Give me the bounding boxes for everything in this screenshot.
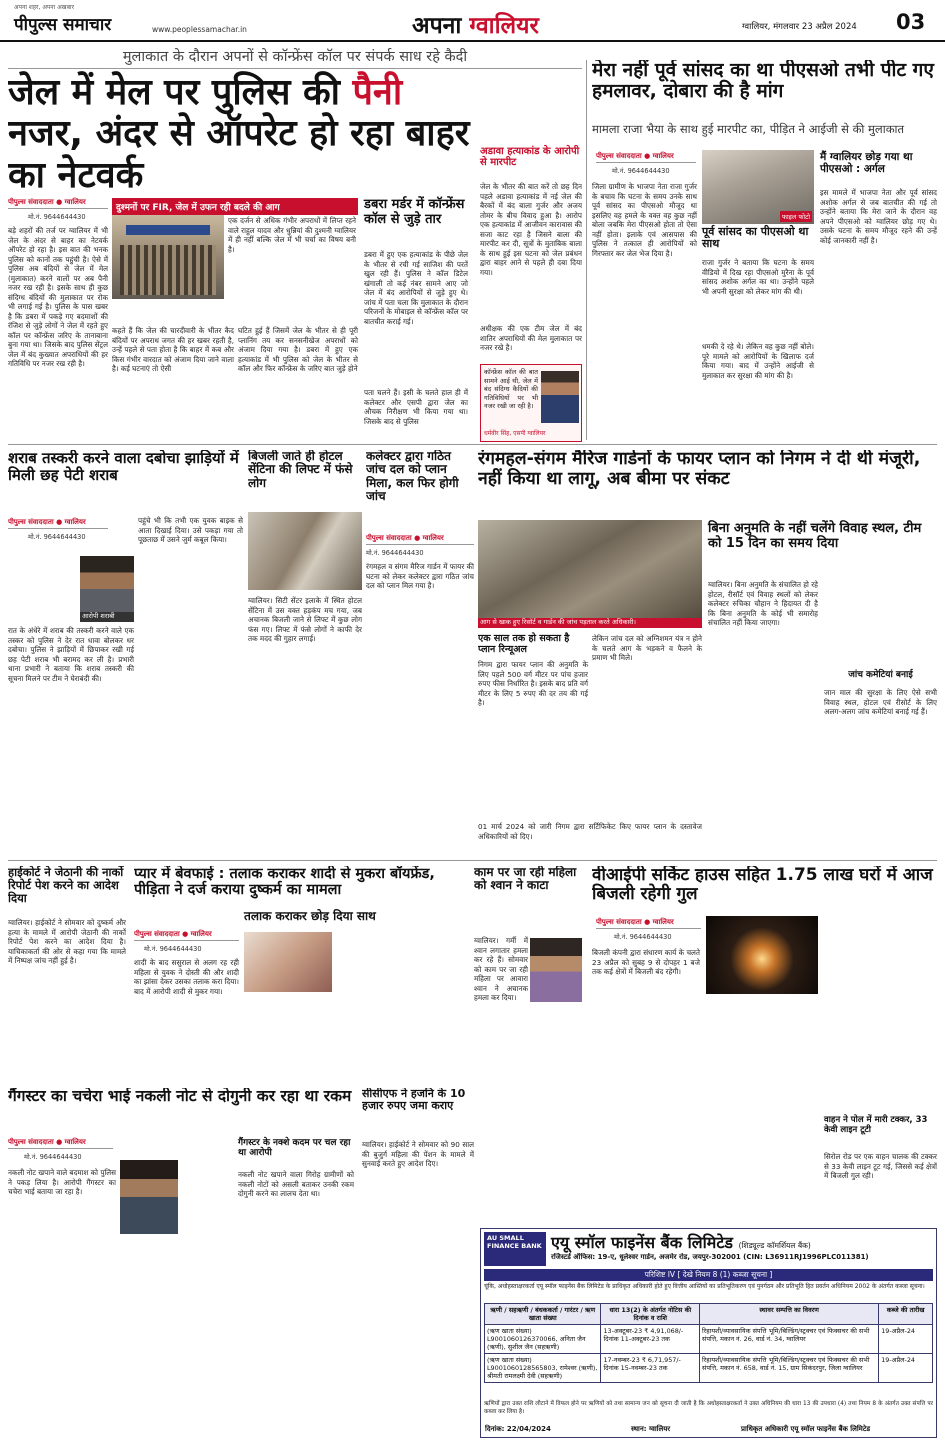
gangster-text: नकली नोट खपाने वाले बदमाश को पुलिस ने पकड़ लिया है। आरोपी गैंगस्टर का चचेरा भाई बताया जा रहा है। (8, 1168, 116, 1196)
lift-story (248, 450, 362, 858)
sp-portrait (541, 371, 579, 423)
lead-headline (8, 72, 474, 196)
au-place: स्थान: ग्वालियर (631, 1425, 671, 1433)
argal-box-text: इस मामले में भाजपा नेता और पूर्व सांसद अशोक अर्गल से जब बातचीत की गई तो उन्होंने बताया कि मेरा जाने के दौरान वह अपने पीएसओ को ग्वालियर छोड़ गए थे। उसके घटना के समय मौजूद रहने की उन्हें कोई जानकारी नहीं है। (820, 188, 937, 245)
probe-byline: पीपुल्स संवाददाता ● ग्वालियर (366, 534, 474, 545)
au-cell: 17-नवम्बर-23 ₹ 6,71,957/- दिनांक 15-नवम्बर-23 तक (601, 1354, 700, 1383)
teams-headline: जांच कमेटियां बनाई (848, 670, 913, 680)
au-cell: 19-अप्रैल-24 (879, 1354, 933, 1383)
ex-mp-text1: जिला ग्रामीण के भाजपा नेता राजा गुर्जर के बचाव कि घटना के समय उनके साथ पूर्व सांसद का पीएसओ मौजूद था इसलिए वह हमले के वक्त वह कुछ नहीं बोला जबकि मेरा पीएसओ होता तो ऐसा नहीं होता। इलाके एवं आसपास की पुलिस ने तत्काल ही आरोपियों को गिरफ्तार कर जेल भेज दिया है। (592, 182, 697, 258)
lead-headline-b: पैनी (352, 72, 403, 113)
au-cell: (ऋण खाता संख्या) L9001060128565803, रामेश्वर (ऋणी), श्रीमती रामलक्ष्मी देवी (सहऋणी) (485, 1354, 601, 1383)
au-office: रजिस्टर्ड ऑफिस: 19-ए, धूलेश्वर गार्डन, अजमेर रोड, जयपुर-302001 (CIN: L36911RJ1996PLC011381) (551, 1253, 869, 1261)
lead-col3: कहते हैं कि जेल की चारदीवारी के भीतर कैद बंदियों पर अपराध जगत की हर खबर रहती है, उन्हें पहले से पता होता है कि बाहर में कब और किस गंभीर वारदात को अंजाम दिया जाने वाला है। कई घटनाएं तो ऐसी (112, 326, 234, 373)
love-byline: पीपुल्स संवाददाता ● ग्वालियर (134, 930, 239, 941)
hc-headline: हाईकोर्ट ने जेठानी की नार्को रिपोर्ट पेश करने का आदेश दिया (8, 866, 124, 905)
probe-phone: मो.नं. 9644644430 (366, 549, 424, 557)
jail-gate-photo (112, 215, 224, 299)
au-th-property: स्थावर सम्पत्ति का विवरण (700, 1304, 879, 1325)
fire-text: निगम द्वारा फायर प्लान की अनुमति के लिए पहले 500 वर्ग मीटर पर पांच हजार रुपए फीस निर्धारित है। इसके बाद प्रति वर्ग मीटर के लिए 5 रुपए की दर तय की गई है। (478, 660, 588, 707)
gangster-accused-photo (120, 1160, 178, 1234)
lead-photo-caption: दुश्मनों पर FIR, जेल में उफन रही बदले की आग (112, 198, 358, 215)
lift-headline: बिजली जाते ही होटल सेंटिना की लिफ्ट में फंसे लोग (248, 450, 353, 490)
dateline: ग्वालियर, मंगलवार 23 अप्रैल 2024 (742, 22, 857, 32)
wedding-headline: बिना अनुमति के नहीं चलेंगे विवाह स्थल, टीम को 15 दिन का समय दिया (708, 521, 922, 551)
au-notice: परिशिष्ट IV [ देखे नियम 8 (1) कब्जा सूचना ] (484, 1269, 933, 1281)
love-illustration (244, 932, 332, 992)
sp-name: धर्मवीर सिंह, एसपी ग्वालियर (484, 430, 546, 437)
love-subhead: तलाक कराकर छोड़ दिया साथ (244, 909, 376, 923)
liquor-byline: पीपुल्स संवाददाता ● ग्वालियर (8, 518, 108, 529)
lead-kicker: मुलाकात के दौरान अपनों से कॉन्फ्रेंस कॉल पर संपर्क साध रहे कैदी (8, 46, 582, 69)
dog-headline: काम पर जा रही महिला को श्वान ने काटा (474, 866, 577, 893)
lead-headline-c: नजर, अंदर से ऑपरेट हो रहा बाहर का नेटवर्क (8, 113, 470, 196)
vip-text: बिजली कंपनी द्वारा संधारण कार्य के चलते 23 अप्रैल को सुबह 9 से दोपहर 1 बजे तक कई क्षेत्रों में बिजली बंद रहेगी। (592, 948, 700, 976)
liquor-accused-photo (80, 556, 134, 622)
fire-subhead: एक साल तक हो सकता है प्लान रिन्यूअल (478, 633, 570, 655)
wedding-text: ग्वालियर। बिना अनुमति के संचालित हो रहे होटल, रीसॉर्ट एवं विवाह स्थलों को लेकर कलेक्टर रुचिका चौहान ने हिदायत दी है कि बिना अनुमति के कोई भी समारोह संचालित नहीं किया जाएगा। (708, 580, 818, 627)
love-text: शादी के बाद ससुराल से अलग रह रही महिला से युवक ने दोस्ती की और शादी का झांसा देकर उसका तलाक करा दिया। बाद में आरोपी शादी से मुकर गया। (134, 958, 239, 996)
dabra-side-headline: डबरा मर्डर में कॉन्फ्रेंस कॉल से जुड़े तार (364, 197, 465, 227)
au-cell: 19-अप्रैल-24 (879, 1325, 933, 1354)
teams-text: जान माल की सुरक्षा के लिए ऐसे सभी विवाह स्थल, होटल एवं रीसोर्ट के लिए अलग-अलग जांच कमेटियां बनाई गई हैं। (824, 688, 937, 716)
fire-headline: रंगमहल-संगम मैरिज गार्डनों के फायर प्लान को निगम ने दी थी मंजूरी, नहीं किया था लागू, अब बीमा पर संकट (478, 450, 921, 489)
ex-mp-phone: मो.नं. 9644644430 (612, 167, 670, 175)
fire-text2: लेकिन जांच दल को अग्निशमन यंत्र न होने के चलते आग के भड़कने व फैलने के प्रमाण भी मिले। (592, 634, 702, 662)
au-logo-text: AU SMALL FINANCE BANK (487, 1234, 542, 1250)
lift-text: ग्वालियर। सिटी सेंटर इलाके में स्थित होटल सेंटिना में उस वक्त हड़कंप मच गया, जब अचानक बिजली जाने से लिफ्ट में कुछ लोग फंस गए। लिफ्ट में फंसे लोगों ने काफी देर तक मदद की गुहार लगाई। (248, 596, 362, 643)
page-number: 03 (896, 10, 926, 34)
au-footer: ऋणियों द्वारा उक्त राशि लौटाने में विफल होने पर ऋणियों को तथा सामान्य जन को सूचना दी जाती है कि अधोहस्ताक्षरकर्ता ने उक्त अधिनियम की धारा 13 की उपधारा (4) तथा नियम 8 के अंतर्गत उक्त संपत्ति पर कब्जा कर लिया है। (484, 1401, 933, 1415)
au-bank-subtitle: (शिड्यूल्ड कॉमर्शियल बैंक) (738, 1241, 811, 1250)
au-th-borrower: ऋणी / सहऋणी / बंधककर्ता / गारंटर / ऋण खाता संख्या (485, 1304, 601, 1325)
table-row (485, 1354, 933, 1383)
liquor-phone: मो.नं. 9644644430 (28, 533, 86, 541)
au-th-notice: धारा 13(2) के अंतर्गत नोटिस की दिनांक व राशि (601, 1304, 700, 1325)
gangster-mid-headline: गैंगस्टर के नक्शे कदम पर चल रहा था आरोपी (238, 1138, 351, 1159)
lead-story (8, 46, 582, 443)
argal-box-headline: मैं ग्वालियर छोड़ गया था पीएसओ : अर्गल (820, 151, 913, 175)
section-city: ग्वालियर (469, 13, 539, 39)
gangster-story (8, 1088, 354, 1438)
lead-col1: बड़े शहरों की तर्ज पर ग्वालियर में भी जेल के अंदर से बाहर का नेटवर्क ऑपरेट हो रहा है। इस बात की भनक पुलिस को कानों तक पहुंची है। ऐसे में पुलिस अब बंदियों से जेल में मेल (मुलाकात) करने वालों पर अब पैनी नजर रख रही है। इसके साथ ही कुछ संदिग्ध बंदियों की मुलाकात पर रोक भी लगाई गई है। पुलिस के पास खबर है कि डबरा में पकड़े गए बदमाशों की रंजिश से जुड़े लोगों ने जेल में रहते हुए कॉल पर कॉन्फ्रेंस जरिए के तानाबाना बुना गया था। जिसके बाद पुलिस सेंट्रल जेल में बंद कुख्यात अपराधियों की हर गतिविधि पर नजर रख रही है। (8, 226, 108, 368)
website[interactable]: www.peoplessamachar.in (152, 25, 247, 34)
lead-phone: मो.नं. 9644644430 (28, 213, 86, 221)
ex-mp-subhead: मामला राजा भैया के साथ हुई मारपीट का, पीड़ित ने आईजी से की मुलाकात (592, 122, 905, 136)
dog-victim-photo (530, 938, 582, 1002)
adawa-text: जेल के भीतर की बात करें तो छह दिन पहले अडावा हत्याकांड में नई जेल की बैरकों में बंद बाला गुर्जर और अजय तोमर के बीच विवाद हुआ है। आरोप एक हत्याकांड में आजीवन कारावास की सजा काट रहा है जिसने बाला की मारपीट कर दी, सूत्रों के मुताबिक बाला के साथ हुई इस घटना को जेल प्रबंधन द्वारा बाहर आने से पहले ही दबा दिया गया। (480, 182, 582, 277)
fire-inspection-photo (478, 520, 702, 628)
vip-headline: वीआईपी सर्किट हाउस सहित 1.75 लाख घरों में आज बिजली रहेगी गुल (592, 866, 933, 905)
fire-photo-caption: आग से खाक हुए रिसॉर्ट व गार्डन की जांच पड़ताल करते अधिकारी। (478, 618, 702, 628)
lead-col2: एक दर्जन से अधिक गंभीर अपराधों में लिप्त रहने वाले राहुल यादव और धुन्नियां की दुश्मनी ग्वालियर में ही नहीं बल्कि जेल में भी चर्चा का विषय बनी है। (228, 216, 356, 254)
vip-byline: पीपुल्स संवाददाता ● ग्वालियर (596, 918, 701, 929)
ex-mp-text2: धमकी दे रहे थे। लेकिन वह कुछ नहीं बोले। पूरे मामले को आरोपियों के खिलाफ दर्ज किया गया। बाद में उन्होंने आईजी से मुलाकात कर सुरक्षा की मांग की है। (702, 342, 814, 380)
au-date: दिनांक: 22/04/2024 (485, 1425, 551, 1433)
vip-block-headline: वाहन ने पोल में मारी टक्कर, 33 केवी लाइन टूटी (824, 1115, 928, 1135)
au-cell: रिहायशी/व्यावसायिक संपत्ति भूमि/बिल्डिंग/स्ट्रक्चर एवं फिक्सचर की सभी संपत्ति, मकान नं. 658, वार्ड नं. 15, ग्राम सिकंदरपुर, जिला ग्वालियर (700, 1354, 879, 1383)
gangster-mid-text: नकली नोट खपाने वाला गिरोह ग्रामीणों को नकली नोटों को असली बताकर उनकी रकम दोगुनी करने का लालच देता था। (238, 1170, 354, 1198)
au-signature: प्राधिकृत अधिकारी एयू स्मॉल फाइनेंस बैंक लिमिटेड (741, 1425, 871, 1433)
lead-byline: पीपुल्स संवाददाता ● ग्वालियर (8, 198, 108, 209)
probe-story (366, 450, 474, 858)
probe-headline: कलेक्टर द्वारा गठित जांच दल को प्लान मिला, कल फिर होगी जांच (366, 450, 459, 504)
liquor-text: रात के अंधेरे में शराब की तस्करी करने वाले एक तस्कर को पुलिस ने देर रात धावा बोलकर धर दबोचा। पुलिस ने झाड़ियों में छिपाकर रखी गई छह पेटी शराब भी बरामद कर ली है। प्रभारी थाना प्रभारी ने बताया कि शराब तस्करी की सूचना मिलने पर टीम ने घेराबंदी की। (8, 626, 134, 683)
adawa-text2: अधीक्षक की एक टीम जेल में बंद शातिर अपराधियों की मेल मुलाकात पर नजर रखे है। (480, 324, 582, 352)
lead-headline-a: जेल में मेल पर पुलिस की (8, 72, 353, 113)
dog-text: ग्वालियर। गर्मी में श्वान लगातार हमला कर रहे हैं। सोमवार को काम पर जा रही महिला पर आवारा श्वान ने अचानक हमला कर दिया। (474, 936, 528, 1002)
dog-story (474, 866, 584, 1086)
ex-mp-card-headline: पूर्व सांसद का पीएसओ था साथ (702, 225, 809, 251)
ex-mp-story (592, 60, 937, 443)
gangster-byline: पीपुल्स संवाददाता ● ग्वालियर (8, 1138, 113, 1149)
liquor-text2: पहुंचे भी कि तभी एक युवक बाइक से आता दिखाई दिया। उसे पकड़ा गया तो पूछताछ में उसने जुर्म कबूल किया। (138, 516, 243, 544)
love-story (134, 866, 466, 1086)
sp-quote-box (480, 364, 582, 442)
au-bank-name (551, 1231, 811, 1253)
ccf-text: ग्वालियर। हाईकोर्ट ने सोमवार को 90 साल की बुजुर्ग महिला की पेंशन के मामले में सुनवाई करते हुए आदेश दिए। (362, 1140, 474, 1168)
au-bank-ad (480, 1228, 937, 1438)
dabra-side-text2: पता चलने हैं। इसी के चलते हाल ही में कलेक्टर और एसपी द्वारा जेल का औचक निरीक्षण भी किया गया था। जिसके बाद से पुलिस (364, 388, 468, 426)
ccf-headline: सीसीएफ ने हजनि के 10 हजार रुपए जमा कराए (362, 1088, 466, 1113)
au-cell: (ऋण खाता संख्या) L9001060126370066, अनिता जैन (ऋणी), सुशील जैन (सहऋणी) (485, 1325, 601, 1354)
bulb-photo (706, 916, 818, 994)
vip-block-text: सिरोल रोड पर एक वाहन चालक की टक्कर से 33 केवी लाइन टूट गई, जिससे कई क्षेत्रों में बिजली गुल रही। (824, 1152, 937, 1180)
fire-story (478, 450, 937, 858)
ex-mp-photo (702, 150, 814, 224)
probe-text: रंगमहल व संगम मैरिज गार्डन में फायर की घटना को लेकर कलेक्टर द्वारा गठित जांच दल को प्लान मिल गया है। (366, 562, 474, 590)
section-title (412, 8, 539, 40)
dabra-side-text: डबरा में हुए एक हत्याकांड के पीछे जेल के भीतर से रची गई साजिश की परतें खुल रही हैं। पुलिस ने कॉल डिटेल खंगाली तो कई नंबर सामने आए जो जेल में बंद आरोपियों से जुड़े हुए थे। जांच में पता चला कि मुलाकात के दौरान परिजनों के मोबाइल से कॉन्फ्रेंस कॉल पर बातचीत कराई गई। (364, 250, 468, 326)
lift-photo (248, 512, 362, 590)
section-prefix: अपना (412, 13, 462, 39)
vip-story (592, 866, 937, 1224)
table-row (485, 1325, 933, 1354)
liquor-headline: शराब तस्करी करने वाला दबोचा झाड़ियों में मिली छह पेटी शराब (8, 450, 239, 484)
ex-mp-byline: पीपुल्स संवाददाता ● ग्वालियर (596, 152, 696, 163)
love-headline: प्यार में बेवफाई : तलाक कराकर शादी से मुकरा बॉयफ्रेंड, पीड़िता ने दर्ज कराया दुष्कर्म का मामला (134, 866, 435, 899)
au-cell: 13-अक्टूबर-23 ₹ 4,91,068/- दिनांक 11-अक्टूबर-23 तक (601, 1325, 700, 1354)
au-bank-title: एयू स्मॉल फाइनेंस बैंक लिमिटेड (551, 1233, 733, 1252)
lead-photo-block (112, 198, 358, 316)
au-table (484, 1303, 933, 1399)
ex-mp-headline: मेरा नहीं पूर्व सांसद का था पीएसओ तभी पीट गए हमलावर, दोबारा की है मांग (592, 60, 934, 103)
au-th-date: कब्जे की तारीख (879, 1304, 933, 1325)
adawa-headline: अडावा हत्याकांड के आरोपी से मारपीट (480, 146, 580, 169)
sp-quote: कॉन्फ्रेंस कॉल की बात सामने आई थी, जेल में बंद संदिग्ध कैदियों की गतिविधियों पर भी नजर रखी जा रही है। (484, 368, 538, 411)
ccf-story (362, 1088, 474, 1438)
ex-mp-photo-caption: फाइल फोटो (781, 213, 810, 221)
hc-text: ग्वालियर। हाईकोर्ट ने सोमवार को दुष्कर्म और हत्या के मामले में आरोपी जेठानी की नार्को रिपोर्ट पेश करने का आदेश दिया है। याचिकाकर्ता की ओर से कहा गया कि मामले में निष्पक्ष जांच नहीं हुई है। (8, 918, 126, 965)
love-phone: मो.नं. 9644644430 (144, 945, 202, 953)
gangster-phone: मो.नं. 9644644430 (24, 1153, 82, 1161)
liquor-photo-caption: आरोपी शराबी (80, 612, 134, 622)
au-intro: चूंकि, अधोहस्ताक्षरकर्ता एयू स्मॉल फाइनेंस बैंक लिमिटेड के प्राधिकृत अधिकारी होते हुए वित्तीय आस्तियों का प्रतिभूतिकरण एवं पुनर्गठन और प्रतिभूति हित प्रवर्तन अधिनियम 2002 के अंतर्गत कब्जा सूचना। (484, 1283, 925, 1290)
vip-phone: मो.नं. 9644644430 (614, 933, 672, 941)
ex-mp-card-text: राजा गुर्जर ने बताया कि घटना के समय वीडियो में दिख रहा पीएसओ मुरैना के पूर्व सांसद अशोक अर्गल का था। उन्होंने पहले भी अपनी सुरक्षा को लेकर मांग की थी। (702, 258, 814, 296)
au-logo (484, 1232, 546, 1266)
masthead (0, 0, 945, 42)
fire-text3: 01 मार्च 2024 को जारी निगम द्वारा सर्टिफिकेट किए फायर प्लान के दस्तावेज अधिकारियों को दिए। (478, 822, 702, 841)
hc-story (8, 866, 126, 1086)
paper-name: पीपुल्स समाचार (14, 15, 112, 35)
gangster-headline: गैंगस्टर का चचेरा भाई नकली नोट से दोगुनी कर रहा था रकम (8, 1088, 352, 1105)
liquor-story (8, 450, 243, 858)
paper-tagline: अपना शहर, अपना अखबार (14, 4, 75, 11)
au-cell: रिहायशी/व्यावसायिक संपत्ति भूमि/बिल्डिंग/स्ट्रक्चर एवं फिक्सचर की सभी संपत्ति, मकान नं. 26, वार्ड नं. 34, ग्वालियर (700, 1325, 879, 1354)
lead-col4: घटित हुई हैं जिसमें जेल के भीतर से ही पूरी प्लानिंग तय कर सनसनीखेज अपराधों को अंजाम दिया गया है। डबरा में हुए एक हत्याकांड में भी पुलिस को जेल के भीतर से कॉल और फिर कॉन्फ्रेंस के जरिए बात जुड़े होने (238, 326, 358, 373)
